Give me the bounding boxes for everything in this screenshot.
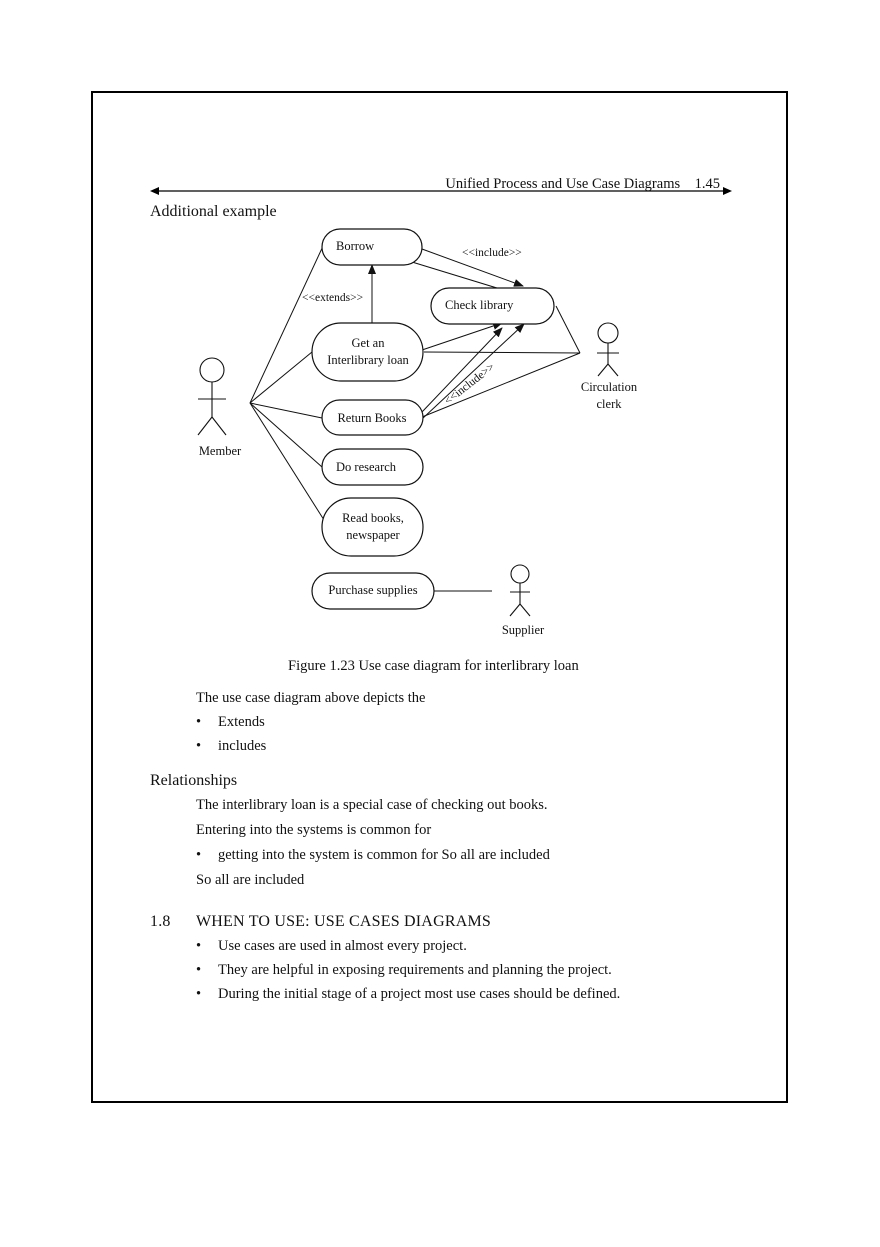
section-bullet-text: They are helpful in exposing requirements and planning the project. [218, 962, 612, 978]
label-interlibrary-2: Interlibrary loan [327, 353, 409, 367]
actor-member-label: Member [198, 444, 242, 458]
running-header [150, 175, 732, 197]
stereotype-include-diag: <<include>> [442, 361, 497, 408]
actor-clerk-label-2: clerk [596, 397, 622, 411]
bullet-dot: • [196, 962, 202, 978]
actor-supplier-label: Supplier [501, 623, 545, 637]
label-check-library: Check library [445, 298, 514, 312]
section-bullet-text: During the initial stage of a project most use cases should be defined. [218, 986, 621, 1002]
intro-text: The use case diagram above depicts the [196, 690, 426, 706]
actor-clerk-figure [597, 323, 619, 376]
usecase-interlibrary-loan [312, 323, 423, 381]
intro-bullet-text: Extends [218, 714, 265, 730]
bullet-dot: • [196, 714, 202, 730]
bullet-dot: • [196, 938, 202, 954]
label-interlibrary-1: Get an [351, 336, 385, 350]
relationships-line-3: So all are included [196, 872, 305, 888]
return-to-check-2 [422, 324, 524, 419]
label-read-1: Read books, [342, 511, 404, 525]
section-number: 1.8 [150, 913, 171, 930]
actor-clerk-label-1: Circulation [580, 380, 638, 394]
bullet-dot: • [196, 847, 202, 863]
relationships-bullet-text: getting into the system is common for So all are included [218, 847, 550, 863]
actor-supplier-figure [510, 565, 530, 616]
assoc-member-borrow [250, 244, 324, 403]
bullet-dot: • [196, 738, 202, 754]
intro-bullet-text: includes [218, 738, 267, 754]
interlibrary-to-check [422, 323, 502, 350]
figure-caption: Figure 1.23 Use case diagram for interlibrary loan [288, 658, 579, 674]
stereotype-extends: <<extends>> [302, 292, 364, 304]
assoc-member-interlibrary [250, 352, 312, 403]
example-heading: Additional example [150, 203, 277, 220]
running-title: Unified Process and Use Case Diagrams [445, 176, 681, 192]
interlibrary-to-clerk [424, 352, 580, 353]
section-bullet-text: Use cases are used in almost every project. [218, 938, 467, 954]
check-to-clerk [556, 306, 580, 353]
relationships-heading: Relationships [150, 772, 238, 789]
relationships-line-2: Entering into the systems is common for [196, 822, 432, 838]
label-read-2: newspaper [346, 528, 400, 542]
page-number: 1.45 [694, 176, 720, 192]
actor-member-figure [198, 358, 226, 435]
section-title: WHEN TO USE: USE CASES DIAGRAMS [196, 913, 491, 930]
label-purchase: Purchase supplies [328, 583, 418, 597]
bullet-dot: • [196, 986, 202, 1002]
use-case-diagram [190, 222, 650, 644]
running-title-line [445, 176, 720, 193]
label-return-books: Return Books [337, 411, 407, 425]
assoc-member-research [250, 403, 322, 467]
label-do-research: Do research [336, 460, 397, 474]
usecase-read-books [322, 498, 423, 556]
assoc-member-read [250, 403, 324, 520]
relationships-line-1: The interlibrary loan is a special case of checking out books. [196, 797, 548, 813]
label-borrow: Borrow [336, 239, 375, 253]
stereotype-include-top: <<include>> [462, 247, 522, 259]
return-to-clerk [422, 353, 580, 417]
assoc-member-return [250, 403, 322, 418]
